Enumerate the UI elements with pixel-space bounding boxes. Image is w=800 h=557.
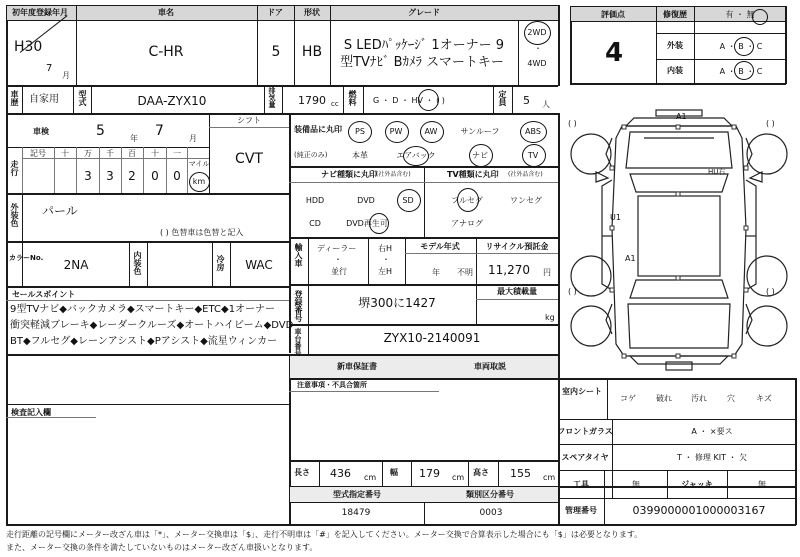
- equip-tv-circle: [522, 144, 546, 167]
- mark-a1-front: A1: [676, 112, 687, 121]
- parallel-label: 並行: [331, 267, 347, 276]
- color-no-value: 2NA: [63, 258, 89, 272]
- mark-hu-right: HU右: [708, 168, 726, 176]
- shift-value: CVT: [235, 151, 263, 167]
- car-name: C-HR: [148, 44, 184, 60]
- navi-label: ナビ種類に丸印: [321, 170, 377, 179]
- drive-2wd: 2WD: [527, 28, 547, 37]
- sheet-option: 汚れ: [691, 394, 707, 403]
- tv-oneseg: ワンセグ: [510, 196, 542, 205]
- tv-analog: アナログ: [451, 219, 483, 228]
- equip-ps: PS: [355, 127, 365, 136]
- drive-2wd-circle: [524, 21, 551, 45]
- max-load-label: 最大積載量: [497, 287, 537, 296]
- inspection-label: 車検: [33, 127, 49, 136]
- category-no-value: 0003: [479, 508, 503, 518]
- sheet-option: 穴: [727, 394, 735, 403]
- interior-b-circle: [734, 61, 754, 80]
- tv-label: TV種類に丸印: [447, 170, 499, 179]
- jack-value: 無: [758, 480, 766, 489]
- mileage-header: 記号: [30, 149, 46, 158]
- navi-cd: CD: [309, 219, 321, 228]
- equip-ps-circle: [348, 121, 372, 143]
- capacity-unit: 人: [542, 100, 550, 109]
- length-value: 436: [330, 467, 351, 480]
- ac-label: 冷房: [216, 255, 225, 271]
- model-year-value: 不明: [457, 268, 473, 277]
- tools-label: 工具: [573, 480, 589, 489]
- mark-u1: U1: [610, 213, 621, 222]
- height-value: 155: [510, 467, 531, 480]
- recycle-label: リサイクル預託金: [485, 242, 549, 251]
- sales-points-label: セールスポイント: [12, 290, 76, 299]
- cc-unit: cc: [331, 100, 339, 108]
- repair-label: 修復歴: [663, 10, 687, 19]
- usage-value: 自家用: [29, 94, 59, 105]
- mileage-header: 千: [106, 149, 114, 158]
- car-name-label: 車名: [158, 8, 174, 17]
- drive-4wd: 4WD: [527, 59, 547, 68]
- interior-sheet-label-1: 室内シート: [562, 387, 602, 396]
- color-paren-note: ( ) 色替車は色替と記入: [160, 228, 244, 237]
- length-label: 長さ: [294, 468, 310, 477]
- navi-dvd-play: DVD再生可: [346, 219, 388, 228]
- equip-airbag-circle: [403, 146, 429, 166]
- bracket-tr: ( ): [766, 119, 775, 128]
- sales-point-line: BT◆フルセグ◆レーンアシスト◆Pアシスト◆流星ウィンカー: [10, 336, 278, 347]
- jack-label: ジャッキ: [681, 480, 713, 489]
- equip-aw: AW: [424, 127, 438, 136]
- navi-sd-circle: [397, 189, 421, 212]
- km-label: km: [192, 177, 206, 186]
- equip-pw: PW: [389, 127, 403, 136]
- equip-aw-circle: [420, 121, 444, 143]
- mark-a1-left: A1: [625, 254, 636, 263]
- usage-label: 車歴: [10, 90, 19, 106]
- bracket-br: ( ): [766, 287, 775, 296]
- height-label: 高さ: [473, 468, 489, 477]
- door-label: ドア: [267, 8, 283, 17]
- tv-fullseg: フルセグ: [451, 196, 483, 205]
- interior-label: 内装: [667, 66, 683, 75]
- max-load-unit: kg: [545, 313, 555, 322]
- displacement-value: 1790: [298, 94, 326, 107]
- navi-sub: (社外品含む): [376, 171, 411, 178]
- width-unit: cm: [452, 473, 465, 482]
- shift-label: シフト: [237, 116, 261, 125]
- mileage-header: 万: [84, 149, 92, 158]
- mileage-label: 走行: [10, 160, 19, 176]
- navi-sd: SD: [402, 196, 414, 205]
- tools-value: 無: [632, 480, 640, 489]
- management-value: 0399000001000003167: [632, 504, 766, 517]
- sheet-option: コゲ: [620, 394, 636, 403]
- inspector-label: 検査記入欄: [11, 408, 51, 417]
- inspection-month: 7: [155, 123, 164, 139]
- drive-dot: ・: [534, 44, 542, 53]
- windshield-options: A ・ ×要ス: [691, 427, 733, 436]
- bracket-tl: ( ): [568, 119, 577, 128]
- type-designation-value: 18479: [341, 508, 371, 518]
- inspection-year-unit: 年: [130, 134, 138, 143]
- import-label: 輸入車: [294, 243, 303, 267]
- reg-no-value: 堺300に1427: [358, 296, 436, 310]
- equip-leather: 本革: [352, 151, 368, 160]
- navi-hdd: HDD: [305, 196, 325, 205]
- vehicle-manual: 車両取説: [474, 362, 506, 371]
- equipment-label: 装備品に丸印: [294, 125, 342, 134]
- sheet-option: キズ: [756, 394, 772, 403]
- equip-navi: ナビ: [472, 151, 488, 160]
- equip-tv: TV: [527, 151, 539, 160]
- recycle-unit: 円: [543, 268, 551, 277]
- color-label: 外装色: [10, 203, 19, 227]
- h-dot: ・: [382, 255, 390, 264]
- capacity-label: 定員: [498, 90, 507, 106]
- color-no-label: カラーNo.: [9, 254, 44, 262]
- grade-label: グレード: [408, 8, 440, 17]
- mileage-digit: 2: [128, 169, 136, 183]
- first-reg-month-unit: 月: [62, 71, 70, 80]
- mileage-header: 一: [173, 149, 181, 158]
- fuel-label: 燃料: [348, 90, 357, 106]
- navi-dvd: DVD: [357, 196, 375, 205]
- exterior-options: A ・ B ・ C: [719, 42, 763, 51]
- bracket-bl: ( ): [568, 287, 577, 296]
- first-reg-era-year: H30: [14, 39, 43, 55]
- exterior-b-circle: [734, 37, 754, 56]
- new-car-warranty: 新車保証書: [337, 362, 377, 371]
- interior-options: A ・ B ・ C: [719, 67, 763, 76]
- windshield-label: フロントガラス: [557, 427, 613, 436]
- km-circle: [189, 172, 210, 192]
- shape-label: 形状: [304, 8, 320, 17]
- model-year-label: モデル年式: [420, 242, 460, 251]
- score-label: 評価点: [601, 10, 625, 19]
- mileage-header: 百: [128, 149, 136, 158]
- doors: 5: [271, 44, 281, 60]
- chassis-label: 車台番号: [294, 328, 302, 356]
- equip-abs: ABS: [525, 127, 541, 136]
- spare-tire-options: T ・ 修理 KIT ・ 欠: [676, 453, 748, 462]
- model-value: DAA-ZYX10: [137, 94, 207, 108]
- mileage-header: 十: [151, 149, 159, 158]
- chassis-value: ZYX10-2140091: [383, 331, 481, 345]
- fuel-options: G ・ D ・ HV ・ ( ): [373, 96, 445, 105]
- equip-navi-circle: [469, 144, 493, 167]
- grade-line-1: S LEDﾊﾟｯｹｰｼﾞ 1オーナー 9: [343, 38, 505, 53]
- sheet-option: 破れ: [656, 394, 672, 403]
- recycle-value: 11,270: [488, 263, 530, 277]
- navi-dvd-play-circle: [369, 213, 389, 234]
- exterior-label: 外装: [667, 41, 683, 50]
- equip-sunroof: サンルーフ: [460, 127, 500, 136]
- inspection-year: 5: [96, 123, 105, 139]
- equip-pw-circle: [385, 121, 409, 143]
- reg-no-label: 登録番号: [294, 290, 303, 322]
- equipment-sublabel: (純正のみ): [294, 151, 328, 159]
- tv-sub: (社外品含む): [508, 171, 543, 178]
- repair-options: 有 ・ 無: [725, 10, 755, 19]
- model-label: 型式: [78, 90, 87, 106]
- capacity-value: 5: [523, 94, 530, 107]
- sales-point-line: 衝突軽減ブレーキ◆レーダークルーズ◆オートハイビーム◆DVD: [10, 320, 294, 331]
- repair-none-circle: [752, 9, 768, 25]
- width-value: 179: [419, 467, 440, 480]
- management-label: 管理番号: [565, 506, 597, 515]
- notes-label: 注意事項・不具合箇所: [297, 381, 367, 389]
- right-h-label: 右H: [378, 244, 393, 253]
- left-h-label: 左H: [378, 267, 393, 276]
- color-value: パール: [42, 204, 78, 218]
- mileage-digit: 0: [151, 169, 159, 183]
- interior-color-label: 内装色: [133, 251, 142, 275]
- grade-line-2: 型TVﾅﾋﾞ Bｶﾒﾗ スマートキー: [340, 55, 504, 70]
- fuel-hv-circle: [418, 89, 439, 111]
- mileage-digit: 3: [106, 169, 114, 183]
- first-reg-label: 初年度登録年月: [12, 8, 68, 17]
- mileage-digit: 3: [84, 169, 92, 183]
- first-reg-month: 7: [46, 63, 53, 74]
- dealer-dot: ・: [334, 255, 342, 264]
- inspection-month-unit: 月: [189, 134, 197, 143]
- type-designation-label: 型式指定番号: [333, 490, 381, 499]
- length-unit: cm: [364, 473, 377, 482]
- footer-line-2: また、メーター交換の条件を満たしていないものはメーター改ざん車扱いとなります。: [6, 543, 318, 552]
- car-damage-diagram: [562, 108, 796, 374]
- tv-fullseg-circle: [457, 188, 479, 212]
- spare-tire-label: スペアタイヤ: [561, 453, 609, 462]
- mile-label: マイル: [188, 160, 210, 168]
- height-unit: cm: [543, 473, 556, 482]
- width-label: 幅: [390, 468, 398, 477]
- shape: HB: [301, 44, 323, 60]
- mileage-header: 十: [61, 149, 69, 158]
- score-value: 4: [604, 38, 624, 68]
- dealer-label: ディーラー: [317, 244, 357, 253]
- displacement-label: 排気量: [268, 87, 276, 108]
- mileage-digit: 0: [173, 169, 181, 183]
- category-no-label: 類別区分番号: [466, 490, 514, 499]
- equip-abs-circle: [520, 121, 547, 143]
- footer-line-1: 走行距離の記号欄にメーター改ざん車は「*」、メーター交換車は「$」、走行不明車は「#」を記入してください。メーター交換で合算表示した場合にも「$」は必要となります。: [6, 530, 643, 539]
- equip-airbag: エアバック: [396, 151, 436, 160]
- model-year-unit: 年: [432, 268, 440, 277]
- sales-point-line: 9型TVナビ◆バックカメラ◆スマートキー◆ETC◆1オーナー: [10, 304, 276, 315]
- ac-value: WAC: [245, 258, 273, 272]
